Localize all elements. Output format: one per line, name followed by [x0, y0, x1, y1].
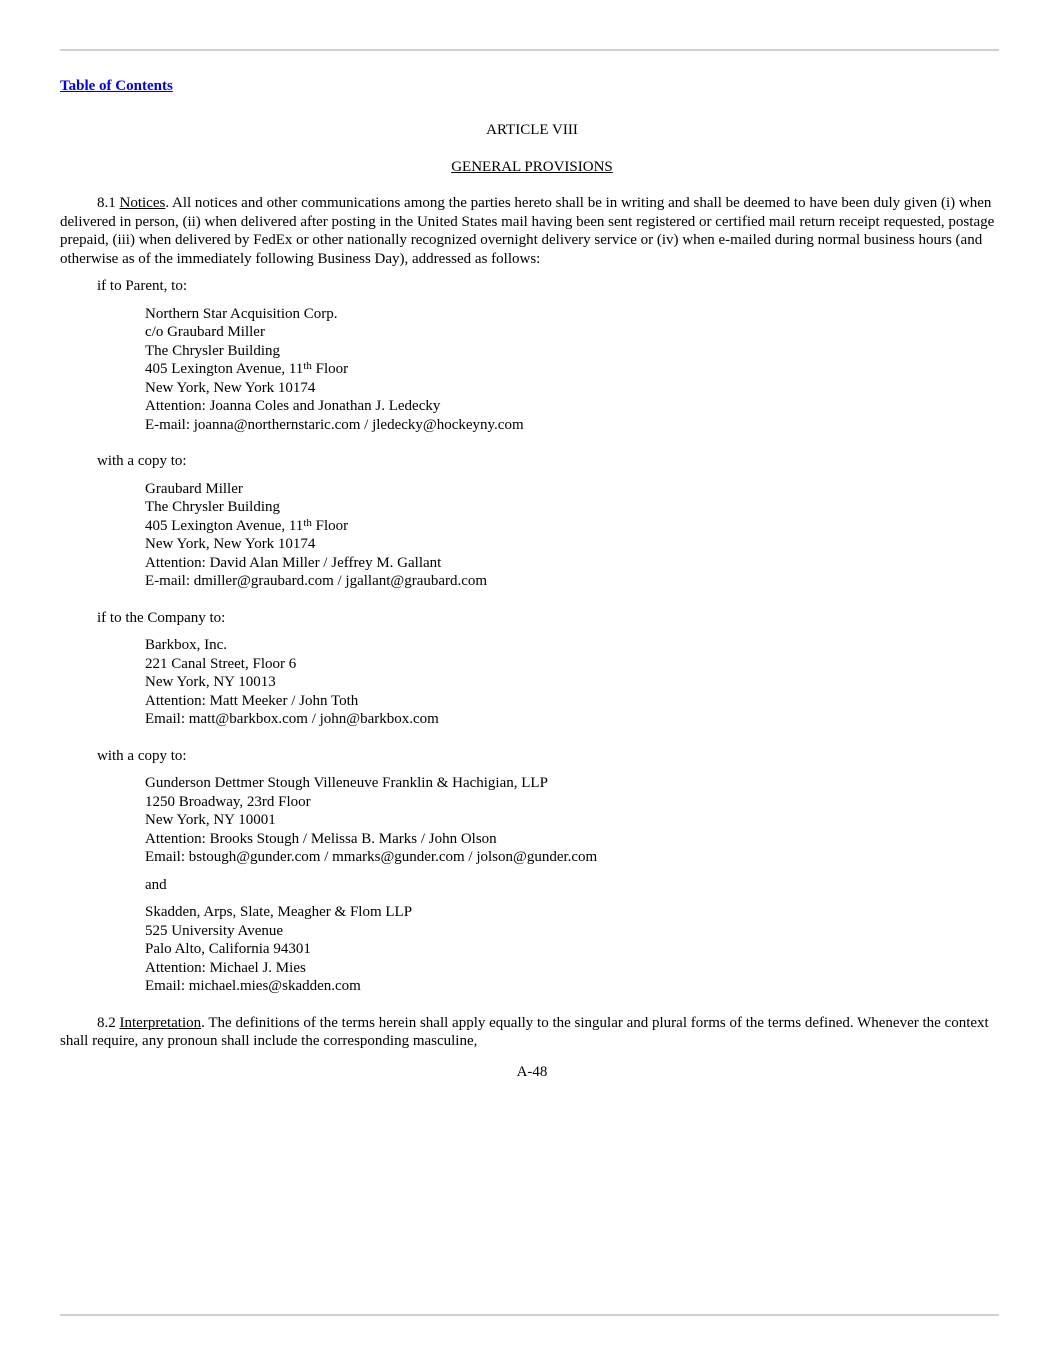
- parent-copy-attention: Attention: David Alan Miller / Jeffrey M. Gallant: [145, 554, 442, 571]
- company-copy-email: Email: bstough@gunder.com / mmarks@gunder.com / jolson@gunder.com: [145, 849, 598, 865]
- parent-copy-street-main: 405 Lexington Avenue, 11: [145, 517, 304, 534]
- company-street: 221 Canal Street, Floor 6: [145, 655, 297, 672]
- parent-copy-building: The Chrysler Building: [145, 499, 280, 515]
- parent-copy-street: [145, 517, 1004, 536]
- company-copy-email-2: Email: michael.mies@skadden.com: [145, 978, 361, 994]
- parent-street-floor: Floor: [311, 361, 349, 377]
- company-copy-name-2: Skadden, Arps, Slate, Meagher & Flom LLP: [145, 904, 413, 920]
- top-divider: [60, 49, 999, 51]
- parent-copy-address-block: [145, 480, 1004, 591]
- company-city: New York, NY 10013: [145, 674, 276, 690]
- document-page: [60, 77, 1004, 1081]
- notices-paragraph: [60, 194, 1004, 268]
- section-heading-notices: Notices: [119, 195, 166, 211]
- parent-copy-street-floor: Floor: [311, 517, 349, 534]
- parent-city: New York, New York 10174: [145, 379, 316, 396]
- parent-care-of: c/o Graubard Miller: [145, 324, 265, 340]
- parent-name: Northern Star Acquisition Corp.: [145, 305, 338, 322]
- parent-copy-intro: with a copy to:: [97, 453, 187, 469]
- section-number: 8.1: [97, 195, 116, 211]
- company-copy-attention: Attention: Brooks Stough / Melissa B. Marks / John Olson: [145, 830, 497, 847]
- company-attention: Attention: Matt Meeker / John Toth: [145, 692, 359, 709]
- company-copy-street: 1250 Broadway, 23rd Floor: [145, 793, 311, 810]
- company-copy-attention-2: Attention: Michael J. Mies: [145, 959, 306, 976]
- company-email: Email: matt@barkbox.com / john@barkbox.com: [145, 711, 439, 727]
- parent-copy-city: New York, New York 10174: [145, 536, 316, 552]
- company-intro: if to the Company to:: [97, 609, 226, 626]
- interpretation-text: . The definitions of the terms herein shall apply equally to the singular and plural forms of the terms defined. Whenever the context shall require, any pronoun shall include the corresponding masculine,: [60, 1014, 989, 1049]
- company-name: Barkbox, Inc.: [145, 637, 228, 653]
- article-number: ARTICLE VIII: [486, 121, 578, 138]
- page-number: A-48: [516, 1063, 548, 1080]
- table-of-contents-link[interactable]: Table of Contents: [60, 78, 173, 94]
- parent-copy-street-suffix: th: [303, 516, 312, 529]
- parent-attention: Attention: Joanna Coles and Jonathan J. Ledecky: [145, 398, 441, 414]
- parent-building: The Chrysler Building: [145, 342, 280, 359]
- parent-copy-email: E-mail: dmiller@graubard.com / jgallant@graubard.com: [145, 573, 488, 589]
- section-number: 8.2: [97, 1014, 116, 1031]
- parent-street: [145, 360, 1004, 379]
- company-copy-street-2: 525 University Avenue: [145, 922, 284, 939]
- bottom-divider: [60, 1314, 999, 1316]
- parent-email: E-mail: joanna@northernstaric.com / jledecky@hockeyny.com: [145, 416, 524, 433]
- article-title-text: GENERAL PROVISIONS: [451, 158, 613, 175]
- company-copy-city: New York, NY 10001: [145, 812, 276, 828]
- interpretation-paragraph: [60, 1014, 1004, 1051]
- company-address-block: [145, 636, 1004, 729]
- parent-street-suffix: th: [303, 360, 312, 372]
- section-heading-interpretation: Interpretation: [119, 1014, 202, 1031]
- company-copy-second-address-block: [145, 903, 1004, 996]
- company-copy-name: Gunderson Dettmer Stough Villeneuve Franklin & Hachigian, LLP: [145, 775, 548, 791]
- company-copy-city-2: Palo Alto, California 94301: [145, 941, 311, 957]
- parent-intro: if to Parent, to:: [97, 278, 187, 294]
- notices-text: . All notices and other communications among the parties hereto shall be in writing and shall be deemed to have been duly given (i) when delivered in person, (ii) when delivered after posting in the United States mail having been sent registered or certified mail return receipt requested, postage prepaid, (iii) when delivered by FedEx or other nationally recognized overnight delivery service or (iv) when e-mailed during normal business hours (and otherwise as of the immediately following Business Day), addressed as follows:: [60, 195, 995, 267]
- parent-street-main: 405 Lexington Avenue, 11: [145, 361, 304, 377]
- company-copy-and: and: [145, 876, 167, 893]
- parent-address-block: [145, 305, 1004, 435]
- company-copy-intro: with a copy to:: [97, 747, 187, 764]
- parent-copy-name: Graubard Miller: [145, 480, 243, 497]
- article-title: [60, 158, 1004, 177]
- company-copy-address-block: [145, 774, 1004, 867]
